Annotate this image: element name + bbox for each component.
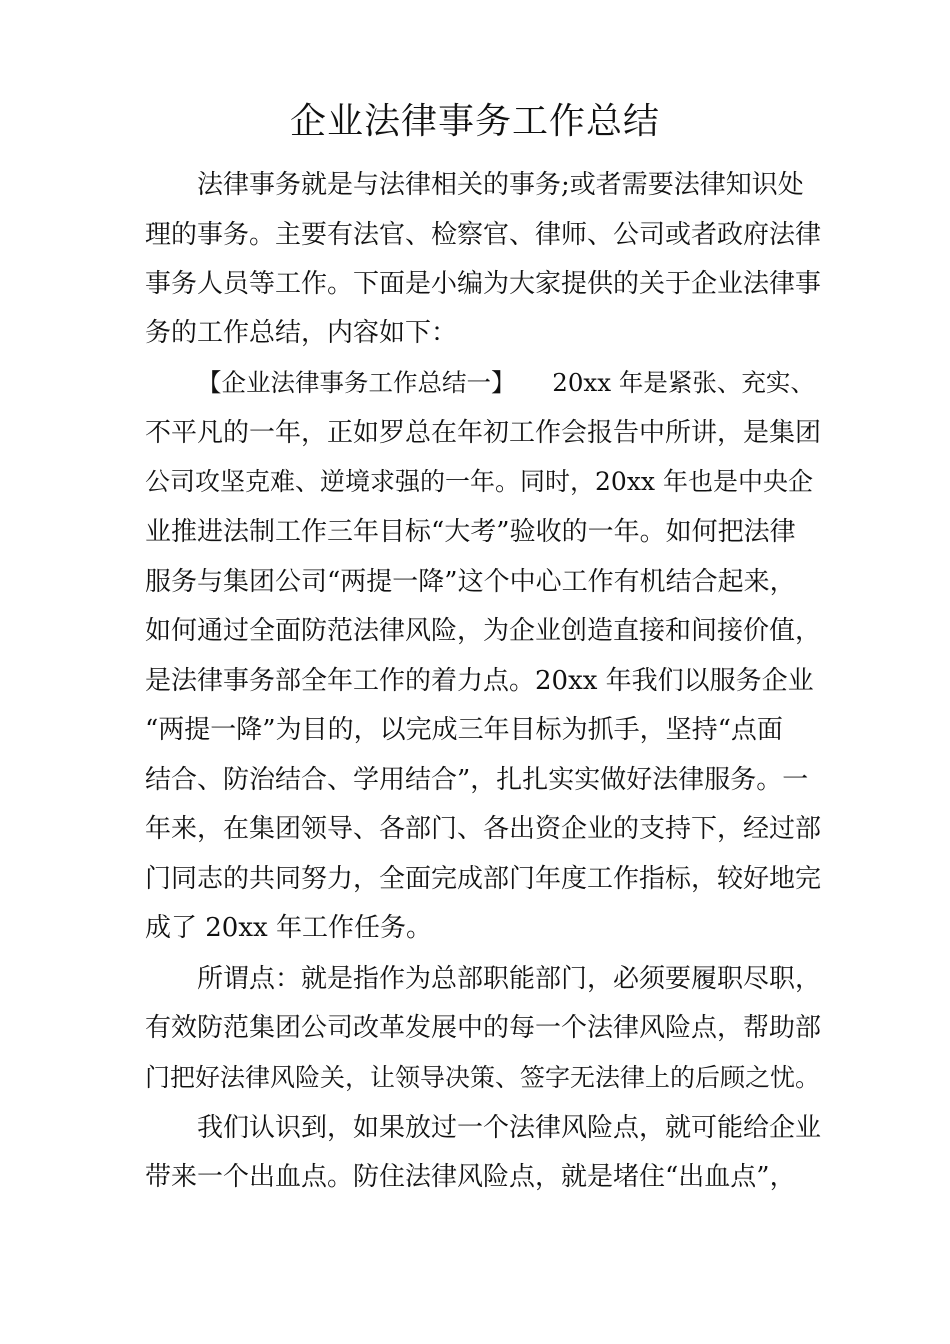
paragraph-line: 事务人员等工作。下面是小编为大家提供的关于企业法律事 [145,269,822,299]
paragraph-line: 所谓点：就是指作为总部职能部门，必须要履职尽职， [197,964,822,994]
paragraph-line: 公司攻坚克难、逆境求强的一年。同时，20xx 年也是中央企 [145,467,813,496]
paragraph-line: “两提一降”为目的，以完成三年目标为抓手，坚持“点面 [145,715,783,745]
paragraph-line: 法律事务就是与法律相关的事务;或者需要法律知识处 [197,170,804,200]
paragraph-line: 带来一个出血点。防住法律风险点，就是堵住“出血点”， [145,1162,796,1192]
paragraph-line: 门把好法律风险关，让领导决策、签字无法律上的后顾之忧。 [145,1063,821,1092]
paragraph-line: 是法律事务部全年工作的着力点。20xx 年我们以服务企业 [145,666,814,696]
document-title: 企业法律事务工作总结 [289,101,660,142]
paragraph-line: 成了 20xx 年工作任务。 [145,913,432,943]
paragraph-line: 门同志的共同努力，全面完成部门年度工作指标，较好地完 [145,864,822,894]
paragraph-line: 【企业法律事务工作总结一】 20xx 年是紧张、充实、 [197,368,815,397]
paragraph-line: 理的事务。主要有法官、检察官、律师、公司或者政府法律 [145,220,822,250]
paragraph-line: 我们认识到，如果放过一个法律风险点，就可能给企业 [197,1113,822,1143]
paragraph-line: 如何通过全面防范法律风险，为企业创造直接和间接价值， [145,616,822,646]
paragraph-line: 服务与集团公司“两提一降”这个中心工作有机结合起来， [145,567,796,597]
paragraph-line: 有效防范集团公司改革发展中的每一个法律风险点，帮助部 [145,1013,822,1043]
paragraph-line: 不平凡的一年，正如罗总在年初工作会报告中所讲，是集团 [145,418,822,448]
paragraph-line: 年来，在集团领导、各部门、各出资企业的支持下，经过部 [145,814,822,844]
paragraph-line: 务的工作总结，内容如下： [145,318,458,348]
paragraph-line: 结合、防治结合、学用结合”，扎扎实实做好法律服务。一 [145,765,809,795]
paragraph-line: 业推进法制工作三年目标“大考”验收的一年。如何把法律 [145,517,796,547]
